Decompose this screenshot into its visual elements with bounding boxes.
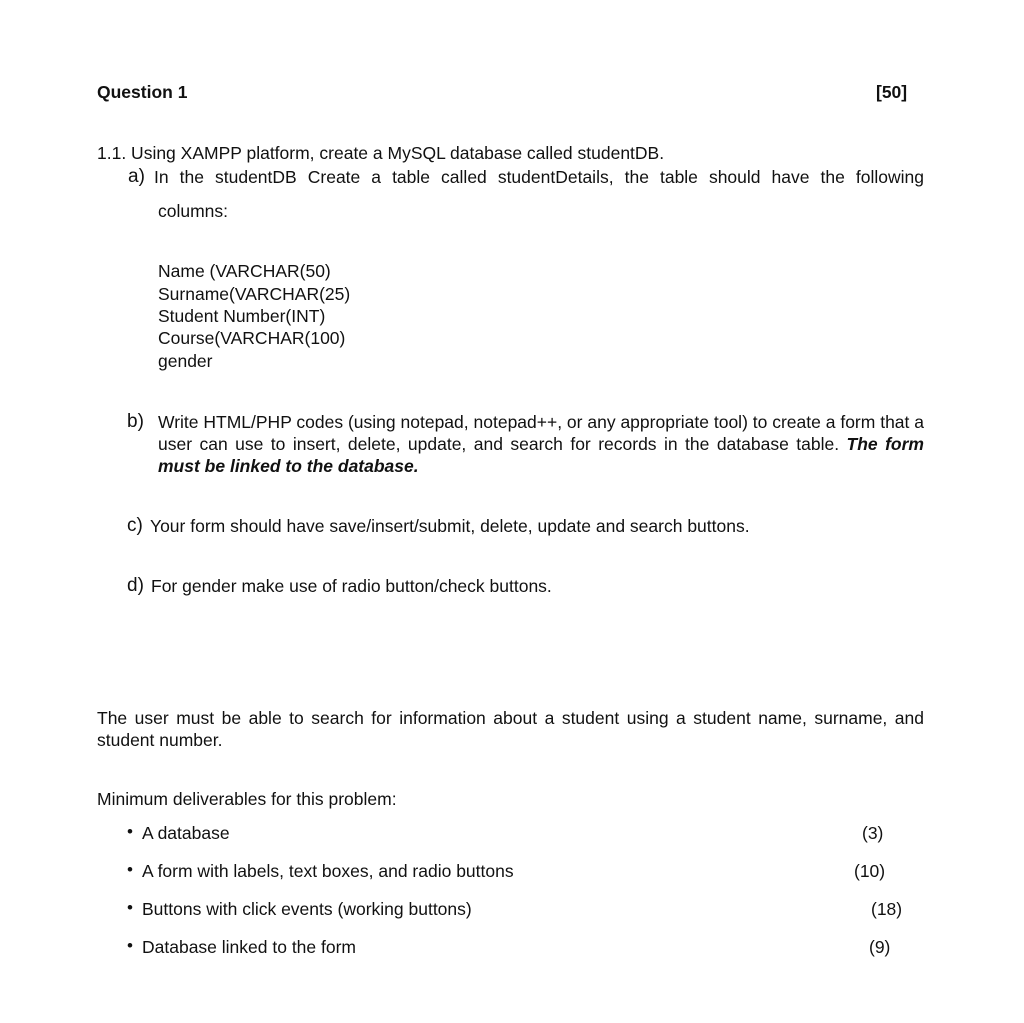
question-title: Question 1 — [97, 82, 188, 102]
search-note: The user must be able to search for information about a student using a student name, surname, and student number. — [97, 708, 924, 750]
item-d-text: For gender make use of radio button/check buttons. — [151, 576, 552, 596]
column-list-item: Course(VARCHAR(100) — [158, 328, 346, 348]
deliverable-item: A form with labels, text boxes, and radio buttons — [142, 861, 514, 881]
deliverable-item: A database — [142, 823, 230, 843]
item-b-text: Write HTML/PHP codes (using notepad, notepad++, or any appropriate tool) to create a form that a user can use to insert, delete, update, and search for records in the database table. — [158, 412, 924, 454]
item-c-label: c) — [127, 515, 143, 536]
column-list-item: Surname(VARCHAR(25) — [158, 284, 351, 304]
total-marks: [50] — [876, 82, 908, 102]
bullet-icon: • — [127, 860, 133, 879]
deliverable-item: Buttons with click events (working buttons) — [142, 899, 472, 919]
deliverable-marks: (3) — [862, 823, 884, 843]
deliverable-item: Database linked to the form — [142, 937, 357, 957]
column-list-item: Student Number(INT) — [158, 306, 326, 326]
item-b-label: b) — [127, 411, 144, 432]
item-a-text: In the studentDB Create a table called studentDetails, the table should have the following — [154, 167, 924, 187]
item-d-label: d) — [127, 575, 144, 596]
bullet-icon: • — [127, 822, 133, 841]
deliverable-marks: (18) — [871, 899, 903, 919]
deliverables-heading: Minimum deliverables for this problem: — [97, 789, 397, 809]
bullet-icon: • — [127, 936, 133, 955]
deliverable-marks: (10) — [854, 861, 886, 881]
item-b-emphasis: The form must be linked to the database. — [158, 434, 924, 476]
item-b-paragraph — [158, 411, 924, 477]
column-list-item: Name (VARCHAR(50) — [158, 261, 331, 281]
item-a-text-cont: columns: — [158, 201, 229, 221]
item-a-label: a) — [128, 166, 145, 187]
deliverable-marks: (9) — [869, 937, 891, 957]
item-c-text: Your form should have save/insert/submit, delete, update and search buttons. — [150, 516, 750, 536]
q11-intro: 1.1. Using XAMPP platform, create a MySQL database called studentDB. — [97, 143, 665, 163]
column-list-item: gender — [158, 351, 213, 371]
bullet-icon: • — [127, 898, 133, 917]
